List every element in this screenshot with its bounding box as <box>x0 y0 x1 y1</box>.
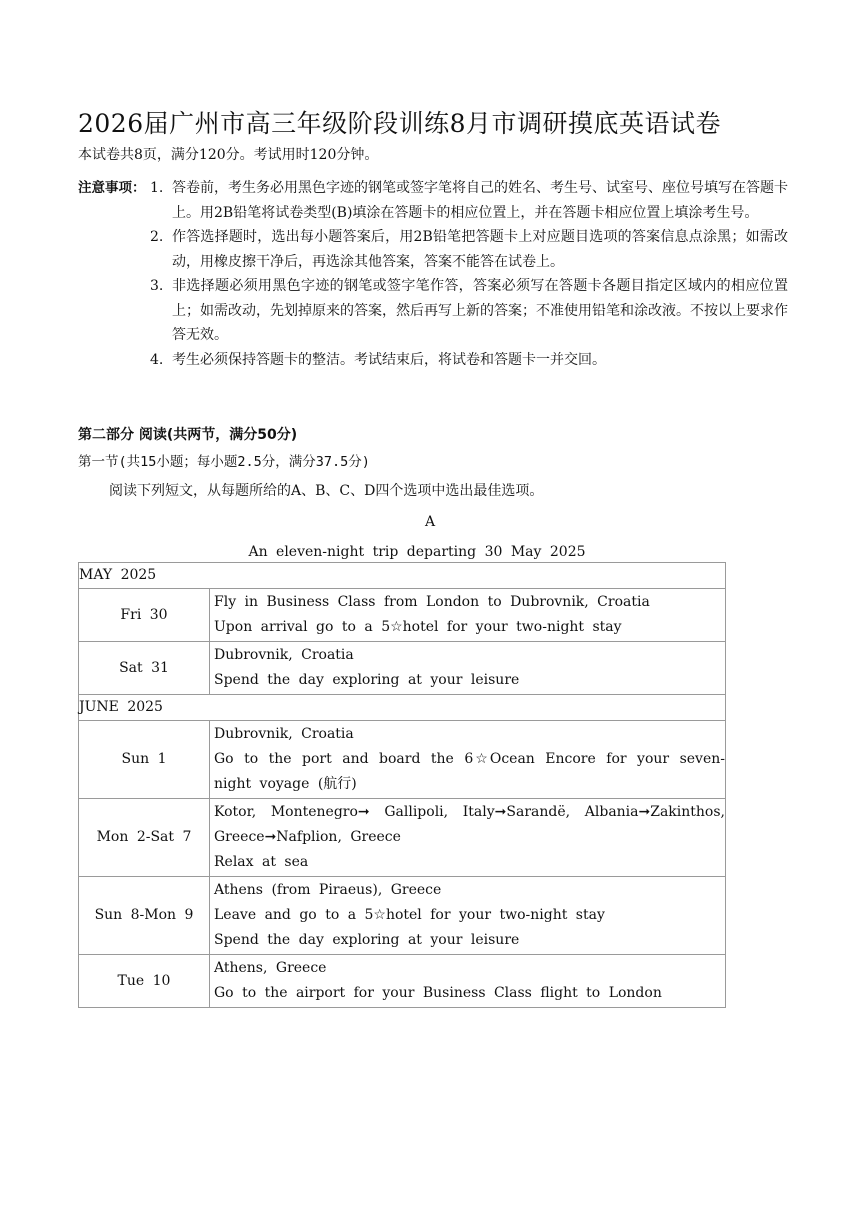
exam-title: 2026届广州市高三年级阶段训练8月市调研摸底英语试卷 <box>78 109 722 138</box>
day-cell: Sat 31 <box>79 642 210 695</box>
notice-item <box>78 225 788 274</box>
notice-item-number: 3. <box>150 278 164 294</box>
detail-cell <box>210 589 726 642</box>
itinerary-table <box>78 562 726 1008</box>
notice-item-text: 作答选择题时，选出每小题答案后，用2B铅笔把答题卡上对应题目选项的答案信息点涂黑；如需改动，用橡皮擦干净后，再选涂其他答案，答案不能答在试卷上。 <box>172 229 788 270</box>
notice-item-number: 2. <box>150 229 164 245</box>
subsection-title: 第一节(共15小题；每小题2.5分，满分37.5分) <box>78 454 370 470</box>
day-cell: Tue 10 <box>79 955 210 1008</box>
table-row <box>79 955 726 1008</box>
day-cell: Fri 30 <box>79 589 210 642</box>
detail-line: Relax at sea <box>214 854 309 870</box>
month-label: MAY 2025 <box>79 563 726 589</box>
notice-section <box>78 176 788 372</box>
table-row <box>79 589 726 642</box>
table-row <box>79 799 726 877</box>
notice-item <box>78 348 788 373</box>
detail-line: Dubrovnik, Croatia <box>214 647 354 663</box>
notice-label: 注意事项： <box>78 180 146 196</box>
detail-line: Spend the day exploring at your leisure <box>214 672 520 688</box>
table-row <box>79 642 726 695</box>
detail-line: Dubrovnik, Croatia <box>214 726 354 742</box>
detail-line: Go to the airport for your Business Class flight to London <box>214 985 662 1001</box>
detail-line: Spend the day exploring at your leisure <box>214 932 520 948</box>
reading-instruction: 阅读下列短文，从每题所给的A、B、C、D四个选项中选出最佳选项。 <box>109 483 544 499</box>
table-row <box>79 721 726 799</box>
detail-line: Athens (from Piraeus), Greece <box>214 882 442 898</box>
passage-label: A <box>424 514 436 530</box>
month-row <box>79 563 726 589</box>
month-label: JUNE 2025 <box>79 695 726 721</box>
exam-info: 本试卷共8页，满分120分。考试用时120分钟。 <box>78 147 379 163</box>
notice-item <box>78 176 788 225</box>
detail-line: Leave and go to a 5☆hotel for your two-night stay <box>214 907 605 923</box>
notice-item-text: 答卷前，考生务必用黑色字迹的钢笔或签字笔将自己的姓名、考生号、试室号、座位号填写在答题卡上。用2B铅笔将试卷类型(B)填涂在答题卡的相应位置上，并在答题卡相应位置上填涂考生号。 <box>172 180 788 221</box>
notice-item-number: 4. <box>150 351 164 368</box>
part-title: 第二部分 阅读(共两节，满分50分) <box>78 427 298 443</box>
detail-line: Kotor, Montenegro➞ Gallipoli, Italy➞Sarandë, Albania➞Zakinthos, Greece➞Nafplion, Greece <box>214 804 725 845</box>
day-cell: Mon 2-Sat 7 <box>79 799 210 877</box>
detail-line: Go to the port and board the 6☆Ocean Encore for your seven-night voyage (航行) <box>214 751 725 792</box>
detail-cell <box>210 721 726 799</box>
notice-item <box>78 274 788 348</box>
table-row <box>79 877 726 955</box>
notice-item-number: 1. <box>150 180 164 196</box>
notice-item-text: 非选择题必须用黑色字迹的钢笔或签字笔作答，答案必须写在答题卡各题目指定区域内的相应位置上；如需改动，先划掉原来的答案，然后再写上新的答案；不准使用铅笔和涂改液。不按以上要求作答无效。 <box>172 278 788 343</box>
trip-caption: An eleven-night trip departing 30 May 2025 <box>248 544 586 560</box>
detail-cell <box>210 877 726 955</box>
detail-cell <box>210 955 726 1008</box>
detail-line: Fly in Business Class from London to Dubrovnik, Croatia <box>214 594 650 610</box>
detail-cell <box>210 642 726 695</box>
detail-line: Upon arrival go to a 5☆hotel for your two-night stay <box>214 619 622 635</box>
month-row <box>79 695 726 721</box>
day-cell: Sun 8-Mon 9 <box>79 877 210 955</box>
notice-item-text: 考生必须保持答题卡的整洁。考试结束后，将试卷和答题卡一并交回。 <box>172 351 606 368</box>
detail-line: Athens, Greece <box>214 960 327 976</box>
day-cell: Sun 1 <box>79 721 210 799</box>
detail-cell <box>210 799 726 877</box>
